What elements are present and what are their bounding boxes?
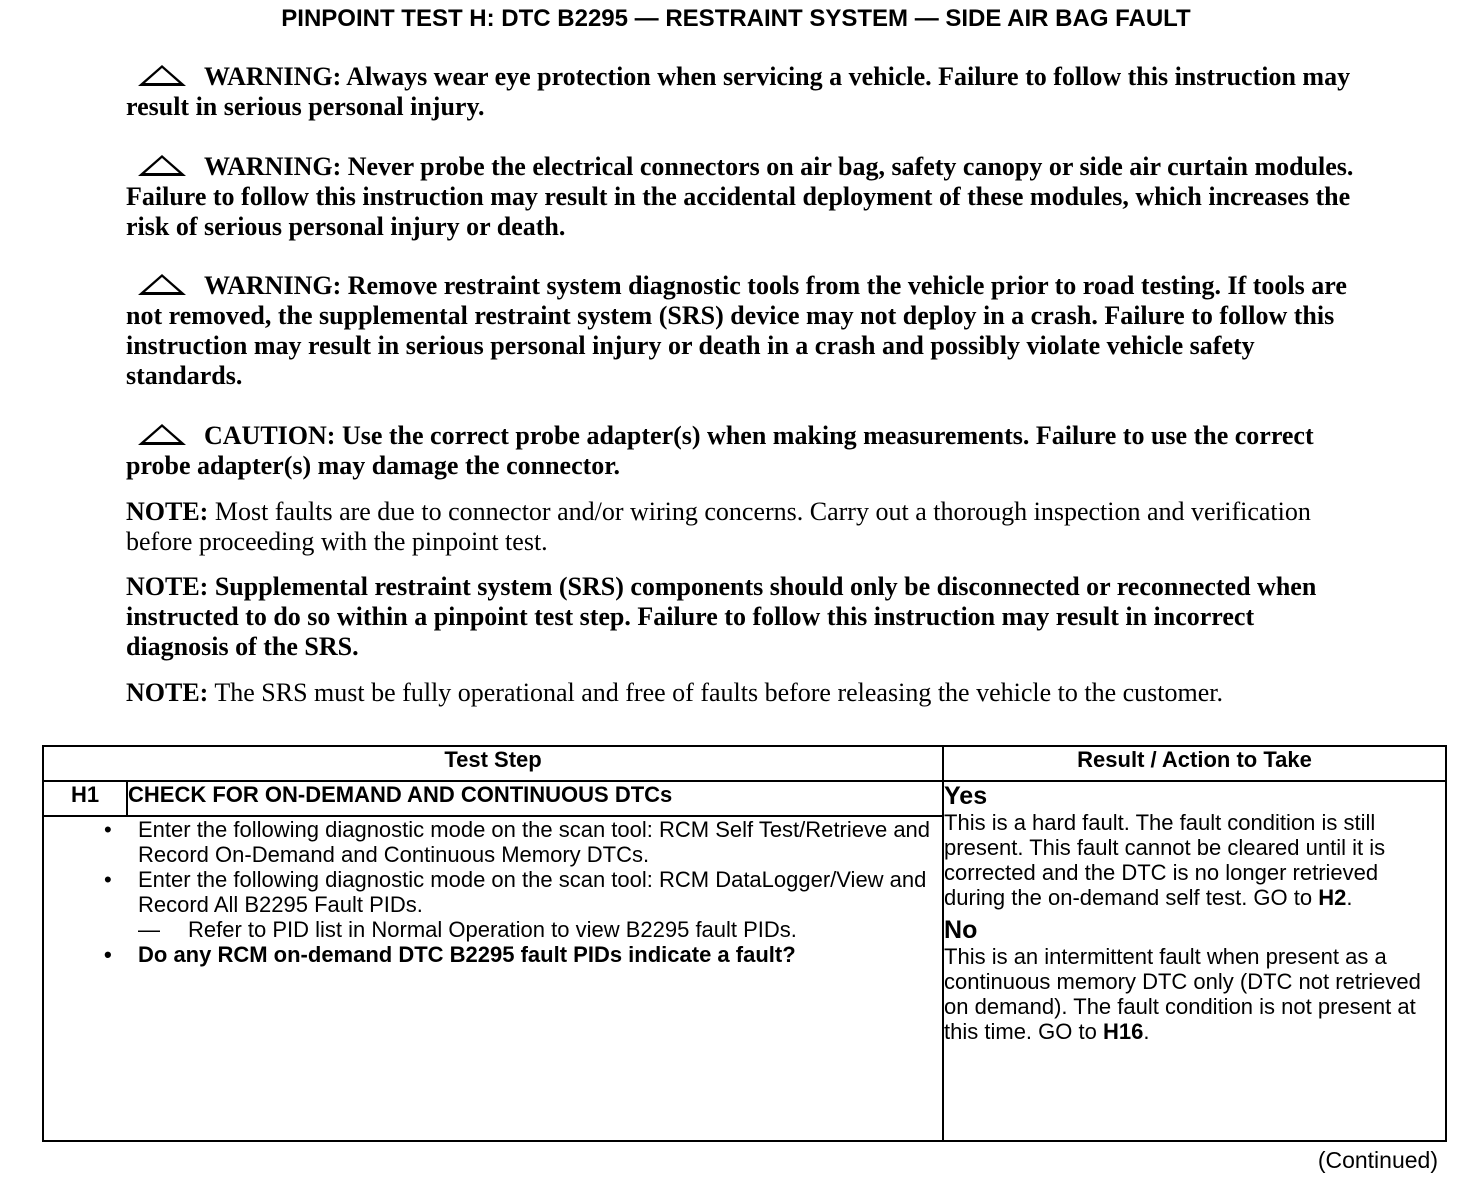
table-row	[43, 781, 1446, 816]
note-text: Supplemental restraint system (SRS) components should only be disconnected or reconnected when instructed to do so within a pinpoint test step. Failure to follow this instruction may result in incorrect diagnosis of the SRS.	[126, 572, 1317, 661]
result-no-label: No	[944, 916, 978, 944]
warning-diagnostic-tools	[126, 271, 1356, 391]
result-no-text: This is an intermittent fault when present as a continuous memory DTC only (DTC not retrieved on demand). The fault condition is not present at this time. GO to H16.	[944, 944, 1421, 1044]
result-action-cell	[943, 781, 1446, 1141]
dash-marker: —	[138, 917, 160, 942]
warning-connectors	[126, 152, 1356, 242]
note-text: Most faults are due to connector and/or wiring concerns. Carry out a thorough inspection and verification before proceeding with the pinpoint test.	[126, 497, 1311, 556]
table-header-row	[43, 746, 1446, 781]
step-body	[43, 816, 943, 1141]
page-title: PINPOINT TEST H: DTC B2295 — RESTRAINT SYSTEM — SIDE AIR BAG FAULT	[281, 5, 1191, 32]
pinpoint-test-table	[42, 745, 1447, 1142]
continued-label: (Continued)	[1317, 1147, 1438, 1173]
goto-h16-link[interactable]: H16	[1102, 1019, 1144, 1044]
header-result-action: Result / Action to Take	[943, 746, 1446, 781]
note-text: The SRS must be fully operational and free of faults before releasing the vehicle to the customer.	[208, 678, 1224, 707]
goto-h2-link[interactable]: H2	[1318, 885, 1347, 910]
note-label: NOTE:	[126, 497, 209, 526]
note-srs-components	[126, 572, 1356, 662]
warning-triangle-icon	[136, 63, 188, 87]
warning-eye-protection	[126, 62, 1356, 122]
note-label: NOTE:	[126, 572, 209, 601]
header-test-step: Test Step	[43, 746, 943, 781]
sub-list-item: — Refer to PID list in Normal Operation to view B2295 fault PIDs.	[138, 917, 797, 942]
warning-triangle-icon	[136, 153, 188, 177]
note-srs-operational	[126, 678, 1356, 708]
step-instructions	[44, 817, 942, 967]
list-item: • Enter the following diagnostic mode on the scan tool: RCM Self Test/Retrieve and Record On-Demand and Continuous Memory DTCs.	[138, 817, 942, 867]
step-name: CHECK FOR ON-DEMAND AND CONTINUOUS DTCs	[127, 781, 943, 816]
warning-text: WARNING: Remove restraint system diagnostic tools from the vehicle prior to road testing. If tools are not removed, the supplemental restraint system (SRS) device may not deploy in a crash. Failure to follow this instruction may result in serious personal injury or death in a crash and possibly violate vehicle safety standards.	[126, 271, 1347, 390]
list-item: • Enter the following diagnostic mode on the scan tool: RCM DataLogger/View and Record All B2295 Fault PIDs. — Refer to PID list in Normal Operation to view B2295 fault PIDs.	[138, 867, 942, 942]
warning-triangle-icon	[136, 422, 188, 446]
note-connector-wiring	[126, 497, 1356, 557]
result-yes-label: Yes	[944, 782, 988, 810]
note-label: NOTE:	[126, 678, 209, 707]
warning-text: WARNING: Always wear eye protection when servicing a vehicle. Failure to follow this instruction may result in serious personal injury.	[126, 62, 1351, 121]
step-id: H1	[43, 781, 127, 816]
step-question: • Do any RCM on-demand DTC B2295 fault PIDs indicate a fault?	[138, 942, 942, 967]
warning-triangle-icon	[136, 272, 188, 296]
warning-text: WARNING: Never probe the electrical connectors on air bag, safety canopy or side air curtain modules. Failure to follow this instruction may result in the accidental deployment of these modules, which increases the risk of serious personal injury or death.	[126, 152, 1354, 241]
result-yes-text: This is a hard fault. The fault condition is still present. This fault cannot be cleared until it is corrected and the DTC is no longer retrieved during the on-demand self test. GO to H2.	[944, 810, 1386, 910]
caution-probe-adapter	[126, 421, 1356, 481]
caution-text: CAUTION: Use the correct probe adapter(s) when making measurements. Failure to use the correct probe adapter(s) may damage the connector.	[126, 421, 1314, 480]
